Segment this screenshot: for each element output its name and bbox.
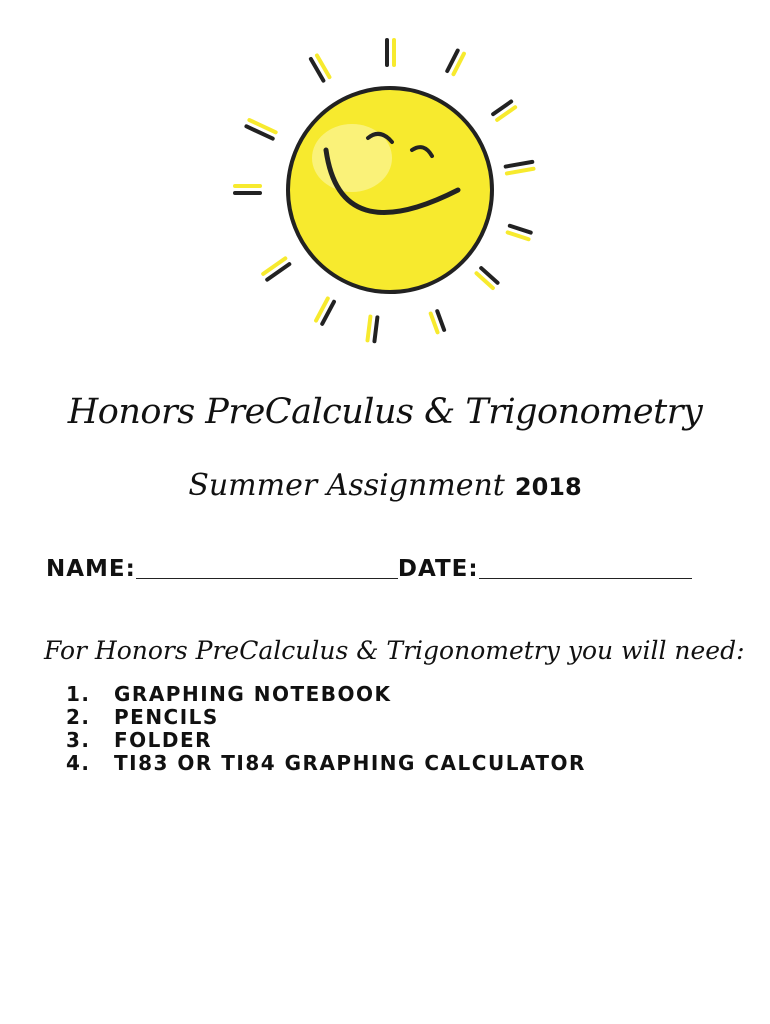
list-item-text: FOLDER xyxy=(114,728,213,752)
requirements-intro: For Honors PreCalculus & Trigonometry you will need: xyxy=(44,636,745,665)
name-date-row xyxy=(46,556,736,582)
list-item xyxy=(66,729,586,752)
page-subtitle xyxy=(0,468,770,503)
date-label: DATE: xyxy=(397,556,479,582)
sun-ray-dark xyxy=(374,317,377,341)
page-title: Honors PreCalculus & Trigonometry xyxy=(67,392,703,432)
list-item-number: 2. xyxy=(66,705,91,729)
sun-ray-yellow xyxy=(508,232,529,239)
sun-ray-dark xyxy=(510,226,531,233)
sun-ray-dark xyxy=(506,162,533,167)
sun-face xyxy=(288,88,492,292)
sun-ray-yellow xyxy=(368,317,371,341)
sun-ray-yellow xyxy=(507,169,534,174)
list-item-number: 1. xyxy=(66,682,91,706)
subtitle-year: 2018 xyxy=(514,473,582,501)
sun-ray-yellow xyxy=(431,314,438,333)
list-item-number: 4. xyxy=(66,751,91,775)
name-blank-line[interactable] xyxy=(136,556,398,579)
list-item-text: TI83 OR TI84 GRAPHING CALCULATOR xyxy=(114,751,586,775)
list-item xyxy=(66,706,586,729)
smiling-sun-illustration xyxy=(0,0,770,345)
supply-list xyxy=(66,683,586,775)
list-item xyxy=(66,683,586,706)
sun-ray-dark xyxy=(437,311,444,330)
name-label: NAME: xyxy=(46,556,136,582)
subtitle-text: Summer Assignment xyxy=(188,468,505,503)
list-item-number: 3. xyxy=(66,728,91,752)
list-item-text: PENCILS xyxy=(114,705,219,729)
list-item xyxy=(66,752,586,775)
list-item-text: GRAPHING NOTEBOOK xyxy=(114,682,392,706)
date-blank-line[interactable] xyxy=(479,556,692,579)
